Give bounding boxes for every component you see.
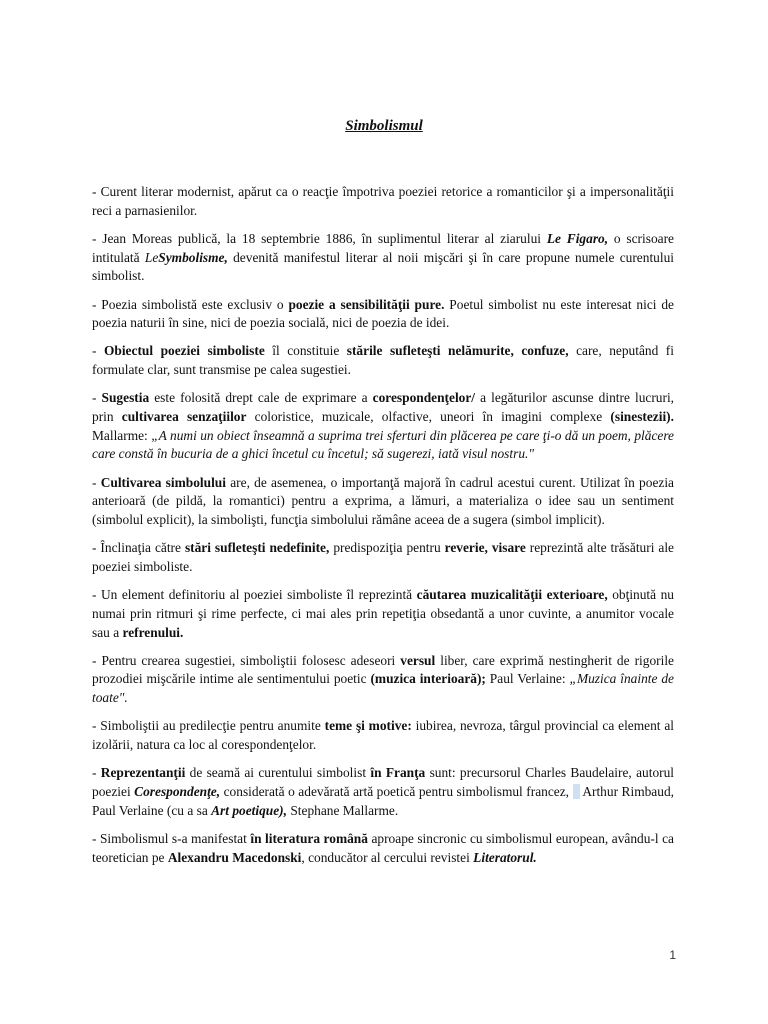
- text-segment: - Simbolismul s-a manifestat: [92, 830, 251, 846]
- text-segment: - Poezia simbolistă este exclusiv o: [92, 296, 289, 312]
- text-segment: este folosită drept cale de exprimare a: [149, 390, 373, 406]
- text-segment: în Franţa: [370, 765, 426, 781]
- text-segment: „A numi un obiect înseamnă a suprima trei sferturi din plăcerea pe care ţi-o dă un poem, plăcere care constă în bucuria de a ghici încetul cu încetul; să sugerezi, iată visul nostru.": [92, 427, 674, 462]
- paragraph-p8: [92, 586, 674, 642]
- text-segment: Obiectul poeziei simboliste: [103, 343, 265, 359]
- text-segment: Corespondenţe,: [134, 783, 221, 799]
- text-segment: - Înclinaţia către: [92, 540, 185, 556]
- text-segment: în literatura română: [250, 830, 368, 846]
- text-segment: Le: [144, 249, 159, 265]
- text-segment: - Curent literar modernist, apărut ca o reacţie împotriva poeziei retorice a romanticilor şi a impersonalităţii reci a parnasienilor.: [92, 184, 674, 218]
- text-segment: Art poetique),: [211, 802, 287, 818]
- text-segment: -: [92, 343, 104, 359]
- text-segment: (sinestezii).: [610, 409, 674, 425]
- text-segment: căutarea muzicalităţii exterioare,: [416, 587, 608, 603]
- paragraph-p3: [92, 296, 674, 333]
- text-segment: Reprezentanţii: [100, 765, 186, 781]
- text-segment: „Muzica înainte de toate".: [92, 671, 674, 706]
- text-segment: cultivarea senzaţiilor: [121, 409, 247, 425]
- document-body: [92, 183, 674, 877]
- text-segment: Paul Verlaine:: [485, 671, 570, 687]
- text-segment: - Pentru crearea sugestiei, simboliştii folosesc adeseori: [92, 652, 401, 668]
- paragraph-p6: [92, 474, 674, 530]
- text-segment: Cultivarea simbolului: [100, 474, 226, 490]
- text-segment: Arthur Rimbaud, Paul Verlaine (cu a sa: [92, 783, 674, 818]
- text-segment: refrenului.: [122, 624, 184, 640]
- document-title: Simbolismul: [345, 118, 423, 134]
- paragraph-p5: [92, 389, 674, 464]
- text-segment: versul: [400, 652, 436, 668]
- text-segment: are, de asemenea, o importanţă majoră în cadrul acestui curent. Utilizat în poezia anterioară (de pildă, la romantici) pentru a exprima, a lămuri, a materializa o idee sau un sentiment (simbolul explicit), la simbolişti, funcţia simbolului rămâne aceea de a sugera (simbol implicit).: [92, 474, 674, 528]
- text-segment: -: [92, 474, 101, 490]
- text-segment: o scrisoare intitulată: [92, 230, 674, 265]
- text-segment: reprezintă alte trăsături ale poeziei simboliste.: [92, 540, 674, 574]
- text-segment: sunt: precursorul Charles Baudelaire, autorul poeziei: [92, 765, 675, 799]
- text-segment: Alexandru Macedonski: [167, 849, 302, 865]
- paragraph-p4: [92, 342, 674, 379]
- paragraph-p9: [92, 652, 674, 708]
- text-segment: aproape sincronic cu simbolismul european, avându-l ca teoretician pe: [92, 830, 674, 865]
- text-segment: a legăturilor ascunse dintre lucruri, prin: [92, 390, 675, 425]
- text-segment: iubirea, nevroza, târgul provincial ca element al izolării, natura ca loc al corespondenţelor.: [92, 718, 674, 753]
- text-segment: teme şi motive:: [324, 718, 412, 734]
- paragraph-p12: [92, 830, 674, 867]
- text-segment: care, neputând fi formulate clar, sunt transmise pe calea sugestiei.: [92, 343, 674, 378]
- text-segment: [573, 784, 580, 799]
- text-segment: Literatorul.: [473, 849, 537, 865]
- text-segment: - Simboliştii au predilecţie pentru anumite: [92, 718, 325, 734]
- paragraph-p10: [92, 717, 674, 754]
- text-segment: considerată o adevărată artă poetică pentru simbolismul francez,: [220, 783, 573, 799]
- text-segment: devenită manifestul literar al noii mişcări şi în care propune numele curentului simbolist.: [92, 249, 674, 284]
- text-segment: Stephane Mallarme.: [287, 802, 399, 818]
- text-segment: corespondenţelor/: [372, 390, 476, 406]
- page-number: 1: [669, 948, 676, 962]
- text-segment: Sugestia: [101, 390, 150, 406]
- text-segment: -: [92, 765, 101, 781]
- paragraph-p11: [92, 764, 674, 820]
- text-segment: - Jean Moreas publică, la 18 septembrie 1886, în suplimentul literar al ziarului: [92, 230, 547, 246]
- text-segment: - Un element definitoriu al poeziei simboliste îl reprezintă: [92, 587, 417, 603]
- text-segment: Symbolisme,: [158, 249, 228, 265]
- text-segment: coloristice, muzicale, olfactive, uneori în imagini complexe: [246, 409, 611, 425]
- paragraph-p1: [92, 183, 674, 220]
- text-segment: , conducător al cercului revistei: [301, 849, 474, 865]
- text-segment: îl constituie: [264, 343, 347, 359]
- text-segment: Poetul simbolist nu este interesat nici de poezia naturii în sine, nici de poezia socială, nici de poezia de idei.: [92, 296, 674, 331]
- text-segment: poezie a sensibilităţii pure.: [288, 296, 445, 312]
- text-segment: Mallarme:: [92, 427, 152, 443]
- paragraph-p7: [92, 539, 674, 576]
- text-segment: reverie, visare: [444, 540, 526, 556]
- text-segment: Le Figaro,: [546, 230, 609, 246]
- text-segment: obţinută nu numai prin ritmuri şi rime perfecte, ci mai ales prin repetiţia obsedantă a unor cuvinte, a anumitor vocale sau a: [92, 587, 674, 640]
- text-segment: (muzica interioară);: [370, 671, 486, 687]
- text-segment: stările sufleteşti nelămurite, confuze,: [346, 343, 569, 359]
- paragraph-p2: [92, 230, 674, 286]
- text-segment: liber, care exprimă nestingherit de rigorile prozodiei mişcările intime ale sentimentului poetic: [92, 652, 674, 687]
- text-segment: -: [92, 390, 102, 406]
- text-segment: de seamă ai curentului simbolist: [185, 765, 371, 781]
- text-segment: stări sufleteşti nedefinite,: [184, 540, 330, 556]
- text-segment: predispoziţia pentru: [329, 540, 445, 556]
